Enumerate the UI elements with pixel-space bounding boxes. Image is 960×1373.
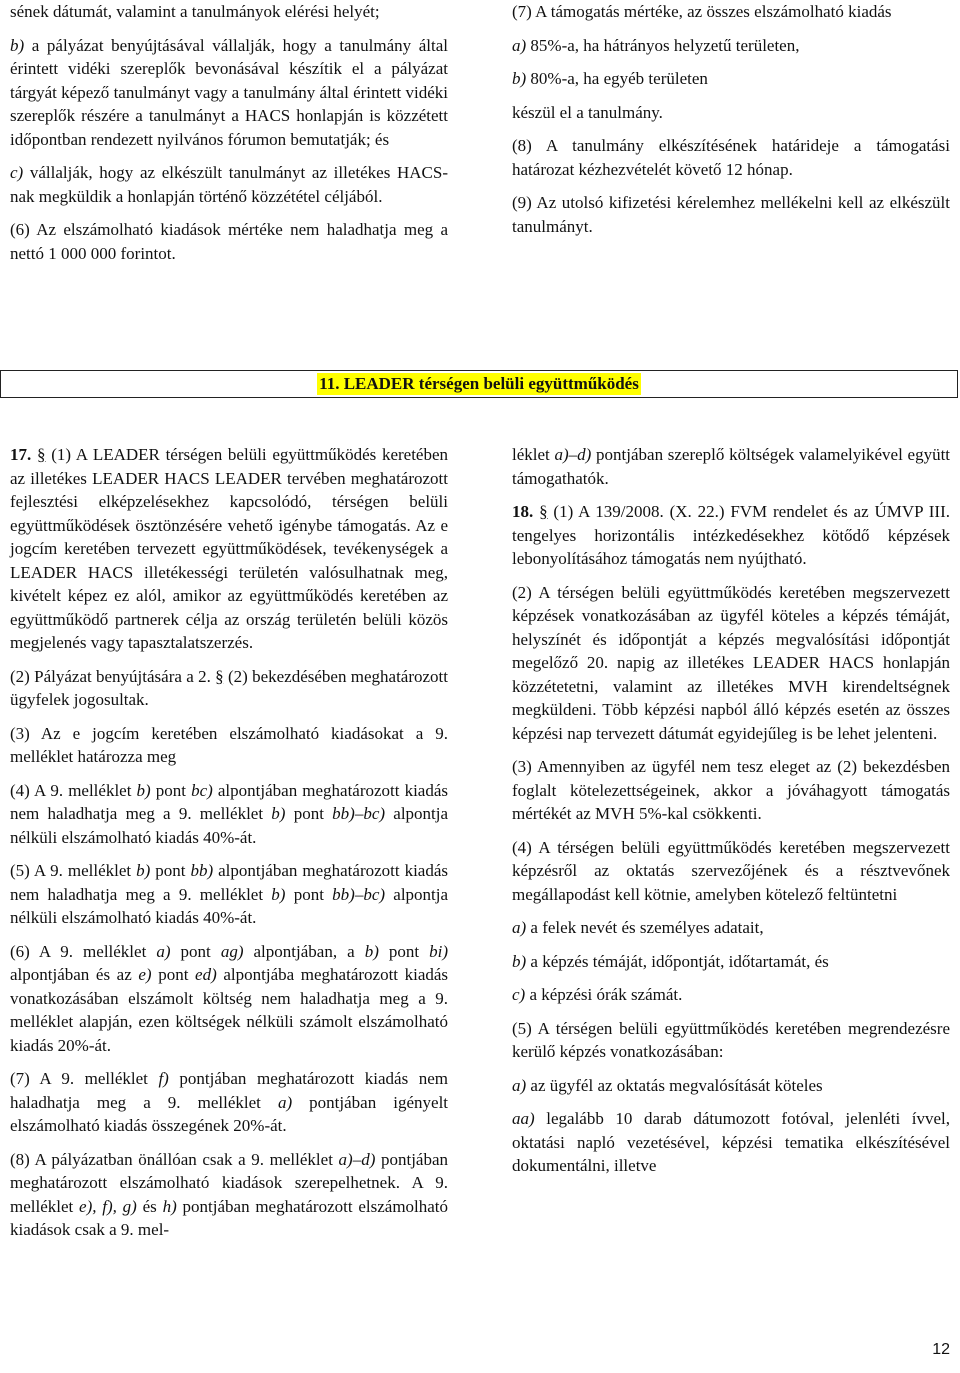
list-item: b) 80%-a, ha egyéb területen xyxy=(512,69,708,88)
paragraph: 17. § (1) A LEADER térségen belüli együttműködés keretében az illetékes LEADER HACS LEADER tervében meghatározott fejlesztési elképzelésekhez kapcsolódó, térségen belüli együttműködések ösztönzésére vehető igénybe támogatás. Az e jogcím keretében tervezett együttműködések, tevékenységek a LEADER HACS illetékességi területén valósulhatnak meg, kivételt képez ez alól, amikor az együttműködés keretében az együttműködő partnerek célja az ország területén belüli közös megjelenés vagy tapasztalatszerzés. xyxy=(10,445,449,652)
paragraph: c) vállalják, hogy az elkészült tanulmányt az illetékes HACS-nak megküldik a honlapján történő közzététel céljából. xyxy=(10,163,448,206)
paragraph: (2) Pályázat benyújtására a 2. § (2) bekezdésében meghatározott ügyfelek jogosultak. xyxy=(10,666,449,709)
section-heading: 11. LEADER térségen belüli együttműködés xyxy=(319,374,639,393)
top-left-column xyxy=(10,0,448,275)
paragraph: készül el a tanulmány. xyxy=(512,102,663,122)
paragraph: (4) A 9. melléklet b) pont bc) alpontjában meghatározott kiadás nem haladhatja meg a 9. melléklet b) pont bb)–bc) alpontja nélküli elszámolható kiadás 40%-át. xyxy=(10,780,449,847)
page-number: 12 xyxy=(932,1341,950,1358)
paragraph: (9) Az utolsó kifizetési kérelemhez mellékelni kell az elkészült tanulmányt. xyxy=(512,193,950,236)
section-heading-box xyxy=(0,370,958,398)
list-item: a) az ügyfél az oktatás megvalósítását köteles xyxy=(512,1075,823,1095)
bottom-left-column xyxy=(10,443,448,1252)
paragraph: (7) A támogatás mértéke, az összes elszámolható kiadás xyxy=(512,2,892,21)
paragraph: léklet a)–d) pontjában szereplő költségek valamelyikével együtt támogathatók. xyxy=(512,445,951,488)
paragraph: (5) A 9. melléklet b) pont bb) alpontjában meghatározott kiadás nem haladhatja meg a 9. melléklet b) pont bb)–bc) alpontja nélküli elszámolható kiadás 40%-át. xyxy=(10,861,449,927)
paragraph: (6) A 9. melléklet a) pont ag) alpontjában, a b) pont bi) alpontjában és az e) pont ed) alpontjába meghatározott kiadás vonatkozásában elszámolt költség nem haladhatja meg a 9. melléklet alapján, ezen költségek nélküli számolt elszámolható kiadás 20%-át. xyxy=(10,941,449,1055)
paragraph: (7) A 9. melléklet f) pontjában meghatározott kiadás nem haladhatja meg a 9. melléklet a) pontjában igényelt elszámolható kiadás összegének 20%-át. xyxy=(10,1069,449,1135)
paragraph: (8) A tanulmány elkészítésének határideje a támogatási határozat kézhezvételét követő 12 hónap. xyxy=(512,136,950,179)
paragraph: (4) A térségen belüli együttműködés keretében megszervezett képzésről az oktatás szervezőjének és a résztvevőnek megállapodást kell kötnie, amelyben kötelező feltüntetni xyxy=(512,837,950,904)
paragraph: (3) Az e jogcím keretében elszámolható kiadásokat a 9. melléklet határozza meg xyxy=(10,723,448,766)
list-item: b) a képzés témáját, időpontját, időtartamát, és xyxy=(512,951,829,971)
list-item: c) a képzési órák számát. xyxy=(512,985,683,1004)
list-item: aa) legalább 10 darab dátumozott fotóval, jelenléti ívvel, oktatási napló vezetésével, képzési tematika elkészítésével dokumentálni, illetve xyxy=(512,1109,951,1175)
paragraph: (8) A pályázatban önállóan csak a 9. melléklet a)–d) pontjában meghatározott elszámolható kiadások szerepelhetnek. A 9. melléklet e), f), g) és h) pontjában meghatározott elszámolható kiadások csak a 9. mel- xyxy=(10,1149,449,1239)
paragraph: (6) Az elszámolható kiadások mértéke nem haladhatja meg a nettó 1 000 000 forintot. xyxy=(10,220,448,263)
bottom-right-column xyxy=(512,443,950,1188)
top-right-column xyxy=(512,0,950,248)
paragraph: (3) Amennyiben az ügyfél nem tesz eleget az (2) bekezdésben foglalt kötelezettségeinek, akkor a jóváhagyott támogatás mértékét az MVH 5%-kal csökkenti. xyxy=(512,757,950,823)
paragraph: 18. § (1) A 139/2008. (X. 22.) FVM rendelet és az ÚMVP III. tengelyes horizontális intézkedésekhez kötődő képzések lebonyolításához támogatás nem nyújtható. xyxy=(512,502,951,568)
paragraph: b) a pályázat benyújtásával vállalják, hogy a tanulmány által érintett vidéki szereplők bevonásával készítik el a pályázat tárgyát képező tanulmányt vagy a tanulmány által érintett vidéki szereplők részére a tanulmányt a HACS honlapján is közzétett időpontban rendezett nyilvános fórumon bemutatják; és xyxy=(10,35,448,149)
list-item: a) a felek nevét és személyes adatait, xyxy=(512,918,764,937)
list-item: a) 85%-a, ha hátrányos helyzetű területen, xyxy=(512,35,800,55)
paragraph: (2) A térségen belüli együttműködés keretében megszervezett képzések vonatkozásában az ügyfél köteles a képzés témáját, helyszínét és időpontját a képzés megvalósítási időpontját megelőző 20. napig az illetékes LEADER HACS honlapján közzétetetni, valamint az illetékes MVH kirendeltségnek megküldeni. Több képzési napból álló képzés esetén az összes képzési nap tervezett dátumát egyidejűleg is be lehet jelenteni. xyxy=(512,582,950,743)
paragraph: sének dátumát, valamint a tanulmányok elérési helyét; xyxy=(10,2,380,21)
paragraph: (5) A térségen belüli együttműködés keretében megrendezésre kerülő képzés vonatkozásában: xyxy=(512,1018,950,1061)
